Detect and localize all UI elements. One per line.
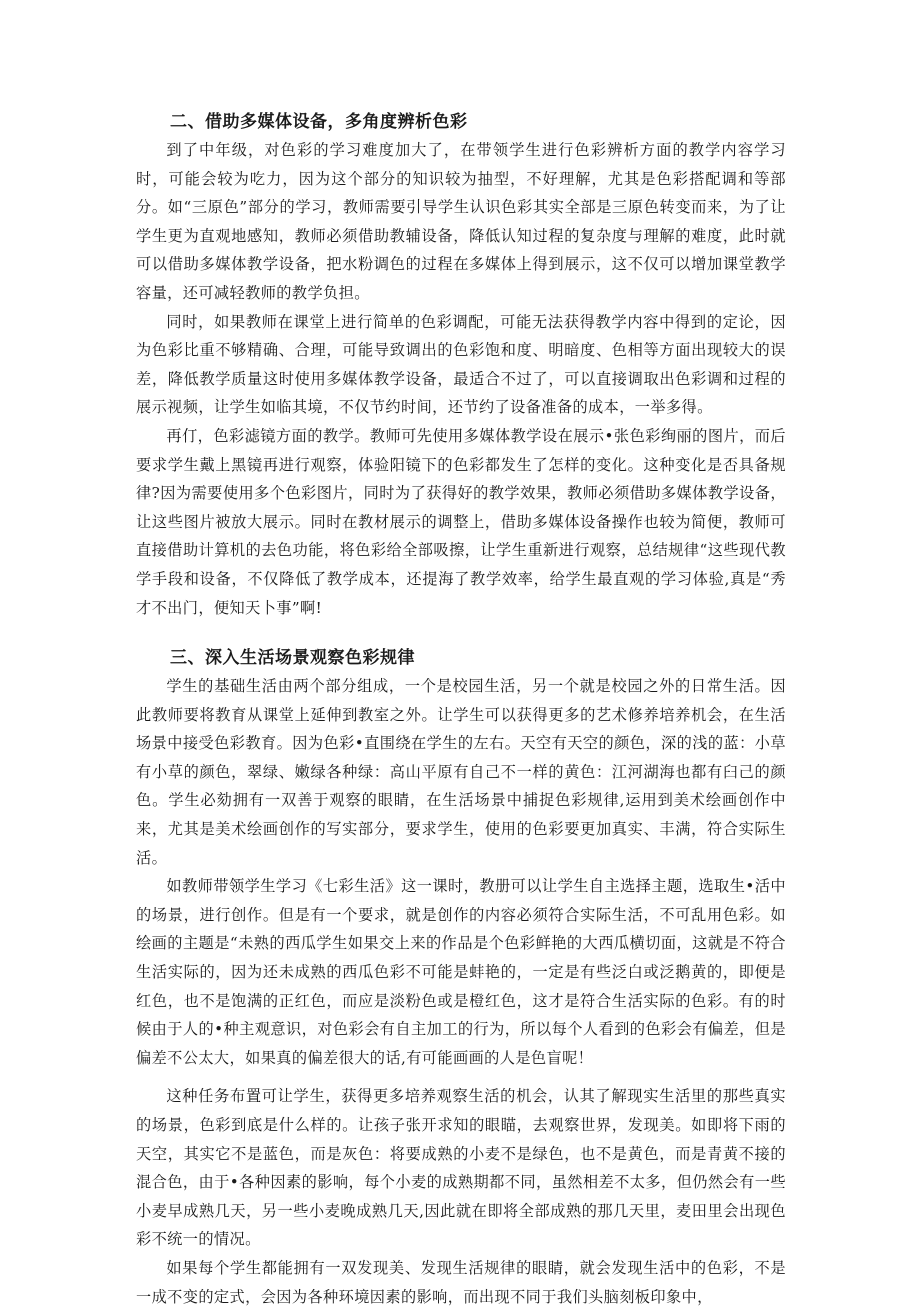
section-title-multimedia: 二、借助多媒体设备，多角度辨析色彩: [170, 112, 468, 132]
section-title-life-scenes: 三、深入生活场景观察色彩规律: [170, 648, 415, 669]
paragraph: 如果每个学生都能拥有一双发现美、发现生活规律的眼睛，就会发现生活中的色彩，不是一成不变的定式，会因为各种环境因素的影响，而出现不同于我们头脑刻板印象中，: [136, 1258, 786, 1306]
paragraph: 如教师带领学生学习《七彩生活》这一课时，教册可以让学生自主选择主题，选取生•活中的场景，进行创作。但是有一个要求，就是创作的内容必须符合实际生活，不可乱用色彩。如绘画的主题是“未熟的西瓜学生如果交上来的作品是个色彩鲜艳的大西瓜横切面，这就是不符合生活实际的，因为还未成熟的西瓜色彩不可能是蚌艳的，一定是有些泛白或泛鹅黄的，即便是红色，也不是饱满的正红色，而应是淡粉色或是橙红色，这才是符合生活实际的色彩。有的时候由于人的•种主观意识，对色彩会有自主加工的行为，所以每个人看到的色彩会有偏差，但是偏差不公太大，如果真的偏差很大的话,有可能画画的人是色盲呢！: [136, 877, 786, 1067]
paragraph: 到了中年级，对色彩的学习难度加大了，在带领学生进行色彩辨析方面的教学内容学习时，可能会较为吃力，因为这个部分的知识较为抽型，不好理解，尤其是色彩搭配调和等部分。如“三原色”部分的学习，教师需要引导学生认识色彩其实全部是三原色转变而来，为了让学生更为直观地感知，教师必须借助教辅设备，降低认知过程的复杂度与理解的难度，此时就可以借助多媒体教学设备，把水粉调色的过程在多媒体上得到展示，这不仅可以增加课堂教学容量，还可减轻教师的教学负担。: [136, 141, 786, 302]
paragraph: 学生的基础生活由两个部分组成，一个是校园生活，另一个就是校园之外的日常生活。因此教师要将教育从课堂上延伸到教室之外。让学生可以获得更多的艺术修养培养机会，在生活场景中接受色彩教育。因为色彩•直围绕在学生的左右。天空有天空的颜色，深的浅的蓝：小草有小草的颜色，翠绿、嫩绿各种绿：高山平原有自己不一样的黄色：江河湖海也都有臼己的颜色。学生必劾拥有一双善于观察的眼睛，在生活场景中捕捉色彩规律,运用到美术绘画创作中来，尤其是美术绘画创作的写实部分，要求学生，使用的色彩要更加真实、丰满，符合实际生活。: [136, 677, 786, 867]
section-spacer: [136, 622, 786, 644]
paragraph: 同时，如果教师在课堂上进行简单的色彩调配，可能无法获得教学内容中得到的定论，因为色彩比重不够精确、合理，可能导致调出的色彩饱和度、明暗度、色相等方面出现较大的误差，降低教学质量这时使用多媒体教学设备，最适合不过了，可以直接调取出色彩调和过程的展示视频，让学生如临其境，不仅节约时间，还节约了设备准备的成本，一举多得。: [136, 312, 786, 417]
paragraph: 再仃，色彩滤镜方面的教学。教师可先使用多媒体教学设在展示•张色彩绚丽的图片，而后要求学生戴上黑镜再进行观察，体验阳镜下的色彩都发生了怎样的变化。这种变化是否具备规律?因为需要使用多个色彩图片，同时为了获得好的教学效果，教师必须借助多媒体教学设备，让这些图片被放大展示。同时在教材展示的调整上，借助多媒体设备操作也较为简便，教师可直接借助计算机的去色功能，将色彩给全部吸擦，让学生重新进行观察，总结规律“这些现代教学手段和设备，不仅降低了教学成本，还提海了教学效率，给学生最直观的学习体验,真是“秀才不出门，便知天卜事”啊!: [136, 426, 786, 617]
paragraph: 这种任务布置可让学生，获得更多培养观察生活的机会，认其了解现实生活里的那些真实的场景，色彩到底是什么样的。让孩子张开求知的眼瞄，去观察世界，发现美。如即将下雨的天空，其实它不是蓝色，而是灰色：将要成熟的小麦不是绿色，也不是黄色，而是青黄不接的混合色，由于•各种因素的影响，每个小麦的成熟期都不同，虽然相差不太多，但仍然会有一些小麦早成熟几天，另一些小麦晚成熟几天,因此就在即将全部成熟的那几天里，麦田里会出现色彩不统一的情况。: [136, 1087, 786, 1249]
document-body: [136, 108, 786, 1311]
paragraph-spacer: [136, 1072, 786, 1082]
